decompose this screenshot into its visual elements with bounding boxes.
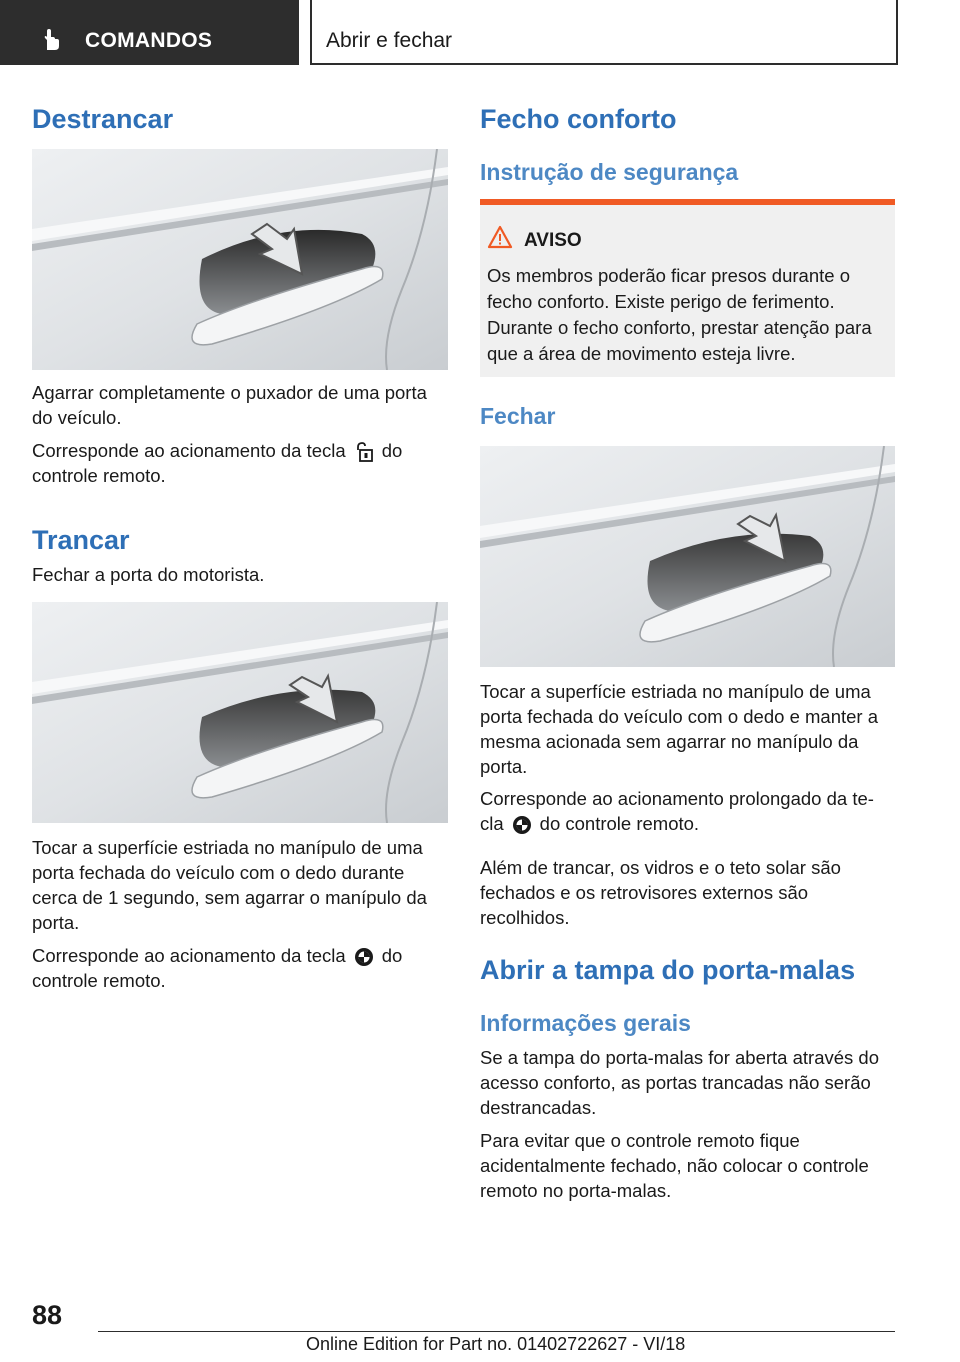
paragraph-corresponde-unlock — [32, 438, 448, 488]
heading-abrir-porta-malas: Abrir a tampa do porta-malas — [480, 955, 856, 985]
warning-triangle-icon — [487, 225, 513, 249]
unlock-key-icon — [354, 442, 374, 462]
chapter-header — [310, 0, 898, 65]
heading-instrucao-seguranca: Instrução de segurança — [480, 159, 739, 185]
heading-fecho-conforto: Fecho conforto — [480, 104, 677, 134]
heading-trancar: Trancar — [32, 525, 130, 555]
hand-pointer-icon — [40, 28, 64, 52]
footer-edition: Online Edition for Part no. 01402722627 - VI/18 — [306, 1334, 686, 1354]
section-tab — [0, 0, 299, 65]
door-handle-image-lock — [32, 602, 448, 823]
paragraph-alem: Além de trancar, os vidros e o teto solar são fechados e os retrovisores externos são recolhidos. — [480, 857, 841, 928]
paragraph-fechar-motorista: Fechar a porta do motorista. — [32, 564, 265, 585]
paragraph-para-evitar: Para evitar que o controle remoto fique acidentalmente fechado, não colocar o controle remoto no porta-malas. — [480, 1130, 869, 1201]
heading-fechar: Fechar — [480, 403, 556, 429]
paragraph-tocar-fechar: Tocar a superfície estriada no manípulo de uma porta fechada do veículo com o dedo e manter a mesma acionada sem agarrar no manípulo da porta. — [480, 681, 879, 777]
bmw-logo-icon — [354, 947, 374, 967]
footer-divider — [98, 1331, 895, 1332]
paragraph-se-tampa: Se a tampa do porta-malas for aberta através do acesso conforto, as portas trancadas não serão destrancadas. — [480, 1047, 879, 1118]
warning-title: AVISO — [524, 230, 582, 251]
page-number: 88 — [32, 1300, 63, 1330]
text-do: do — [381, 945, 403, 966]
bmw-logo-icon — [512, 815, 532, 835]
text-corresponde: Corresponde ao acionamento da tecla — [32, 945, 346, 966]
paragraph-corresponde-prolongado — [480, 786, 895, 836]
text-controle-remoto: controle remoto. — [32, 970, 166, 991]
section-title: COMANDOS — [85, 29, 213, 52]
text-controle-remoto: controle remoto. — [32, 465, 166, 486]
text-do-controle-remoto: do controle remoto. — [539, 813, 700, 834]
heading-informacoes-gerais: Informações gerais — [480, 1010, 691, 1036]
heading-destrancar: Destrancar — [32, 104, 174, 134]
text-corresponde-prolongado: Corresponde ao acionamento prolongado da te- — [480, 788, 874, 809]
chapter-title: Abrir e fechar — [326, 29, 453, 52]
paragraph-tocar-trancar: Tocar a superfície estriada no manípulo de uma porta fechada do veículo com o dedo durante cerca de 1 segundo, sem agarrar o manípulo da porta. — [32, 837, 427, 933]
text-cla: cla — [480, 813, 504, 834]
paragraph-agarrar: Agarrar completamente o puxador de uma porta do veículo. — [32, 382, 427, 428]
door-handle-image-unlock — [32, 149, 448, 370]
warning-box — [480, 199, 895, 377]
text-corresponde: Corresponde ao acionamento da tecla — [32, 440, 346, 461]
door-handle-image-close — [480, 446, 895, 667]
warning-text: Os membros poderão ficar presos durante o fecho conforto. Existe perigo de ferimento. Durante o fecho conforto, prestar atenção para que a área de movimento esteja livre. — [487, 265, 872, 364]
paragraph-corresponde-lock — [32, 943, 448, 993]
text-do: do — [381, 440, 403, 461]
